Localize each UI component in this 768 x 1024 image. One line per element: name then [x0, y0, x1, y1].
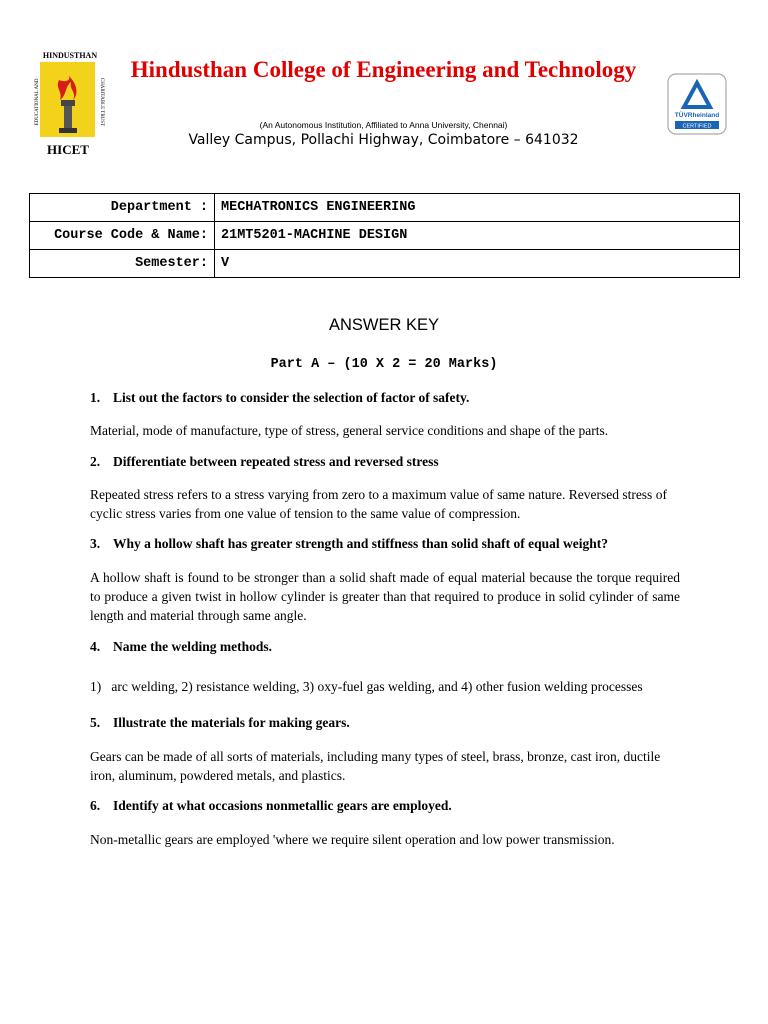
college-address: Valley Campus, Pollachi Highway, Coimbatore – 641032: [188, 132, 579, 148]
tuv-certified-badge: [667, 73, 727, 135]
question-text: List out the factors to consider the selection of factor of safety.: [113, 390, 470, 405]
college-title: Hindusthan College of Engineering and Technology: [130, 57, 637, 82]
answer-6: Non-metallic gears are employed 'where we require silent operation and low power transmission.: [90, 832, 615, 847]
question-3: [90, 536, 710, 552]
table-row: [30, 250, 740, 278]
question-number: 3.: [90, 536, 101, 551]
course-label: Course Code & Name:: [30, 222, 215, 250]
semester-value: V: [215, 250, 740, 278]
answer-3: A hollow shaft is found to be stronger than a solid shaft made of equal material because the torque required to produce a given twist in hollow cylinder is greater than that required to produce in solid cylinder of same length and material through same angle.: [90, 570, 680, 623]
college-logo: [33, 50, 108, 158]
logo-side-text-right: CHARITABLE TRUST: [99, 77, 104, 127]
department-value: MECHATRONICS ENGINEERING: [215, 194, 740, 222]
college-subtitle: (An Autonomous Institution, Affiliated to Anna University, Chennai): [259, 120, 508, 130]
question-number: 2.: [90, 454, 101, 469]
question-4: [90, 639, 710, 655]
part-a-title: Part A – (10 X 2 = 20 Marks): [270, 357, 498, 372]
badge-status: CERTIFIED: [682, 123, 712, 130]
table-row: [30, 194, 740, 222]
logo-top-text: HINDUSTHAN: [42, 51, 98, 60]
question-text: Why a hollow shaft has greater strength and stiffness than solid shaft of equal weight?: [113, 536, 609, 551]
question-number: 1.: [90, 390, 101, 405]
answer-2: Repeated stress refers to a stress varying from zero to a maximum value of same nature. Reversed stress of cyclic stress varies from one value of tension to the same value of compression.: [90, 487, 667, 521]
semester-label: Semester:: [30, 250, 215, 278]
course-info-table: [29, 193, 740, 278]
question-number: 5.: [90, 715, 101, 730]
answer-4: 1) arc welding, 2) resistance welding, 3) oxy-fuel gas welding, and 4) other fusion welding processes: [90, 679, 643, 694]
question-5: [90, 715, 710, 731]
answer-5: Gears can be made of all sorts of materials, including many types of steel, brass, bronze, cast iron, ductile iron, aluminum, powdered metals, and plastics.: [90, 749, 661, 783]
question-text: Differentiate between repeated stress and reversed stress: [113, 454, 439, 469]
table-row: [30, 222, 740, 250]
question-1: [90, 390, 710, 406]
badge-name: TÜVRheinland: [674, 112, 720, 119]
department-label: Department :: [30, 194, 215, 222]
question-number: 6.: [90, 798, 101, 813]
answer-key-title: ANSWER KEY: [328, 316, 440, 334]
question-number: 4.: [90, 639, 101, 654]
question-2: [90, 454, 710, 470]
logo-bottom-text: HICET: [47, 142, 89, 157]
logo-side-text-left: EDUCATIONAL AND: [35, 78, 40, 126]
course-value: 21MT5201-MACHINE DESIGN: [215, 222, 740, 250]
question-text: Name the welding methods.: [113, 639, 272, 654]
question-6: [90, 798, 710, 814]
question-text: Illustrate the materials for making gears.: [113, 715, 350, 730]
question-text: Identify at what occasions nonmetallic gears are employed.: [113, 798, 452, 813]
answer-1: Material, mode of manufacture, type of stress, general service conditions and shape of the parts.: [90, 423, 609, 438]
